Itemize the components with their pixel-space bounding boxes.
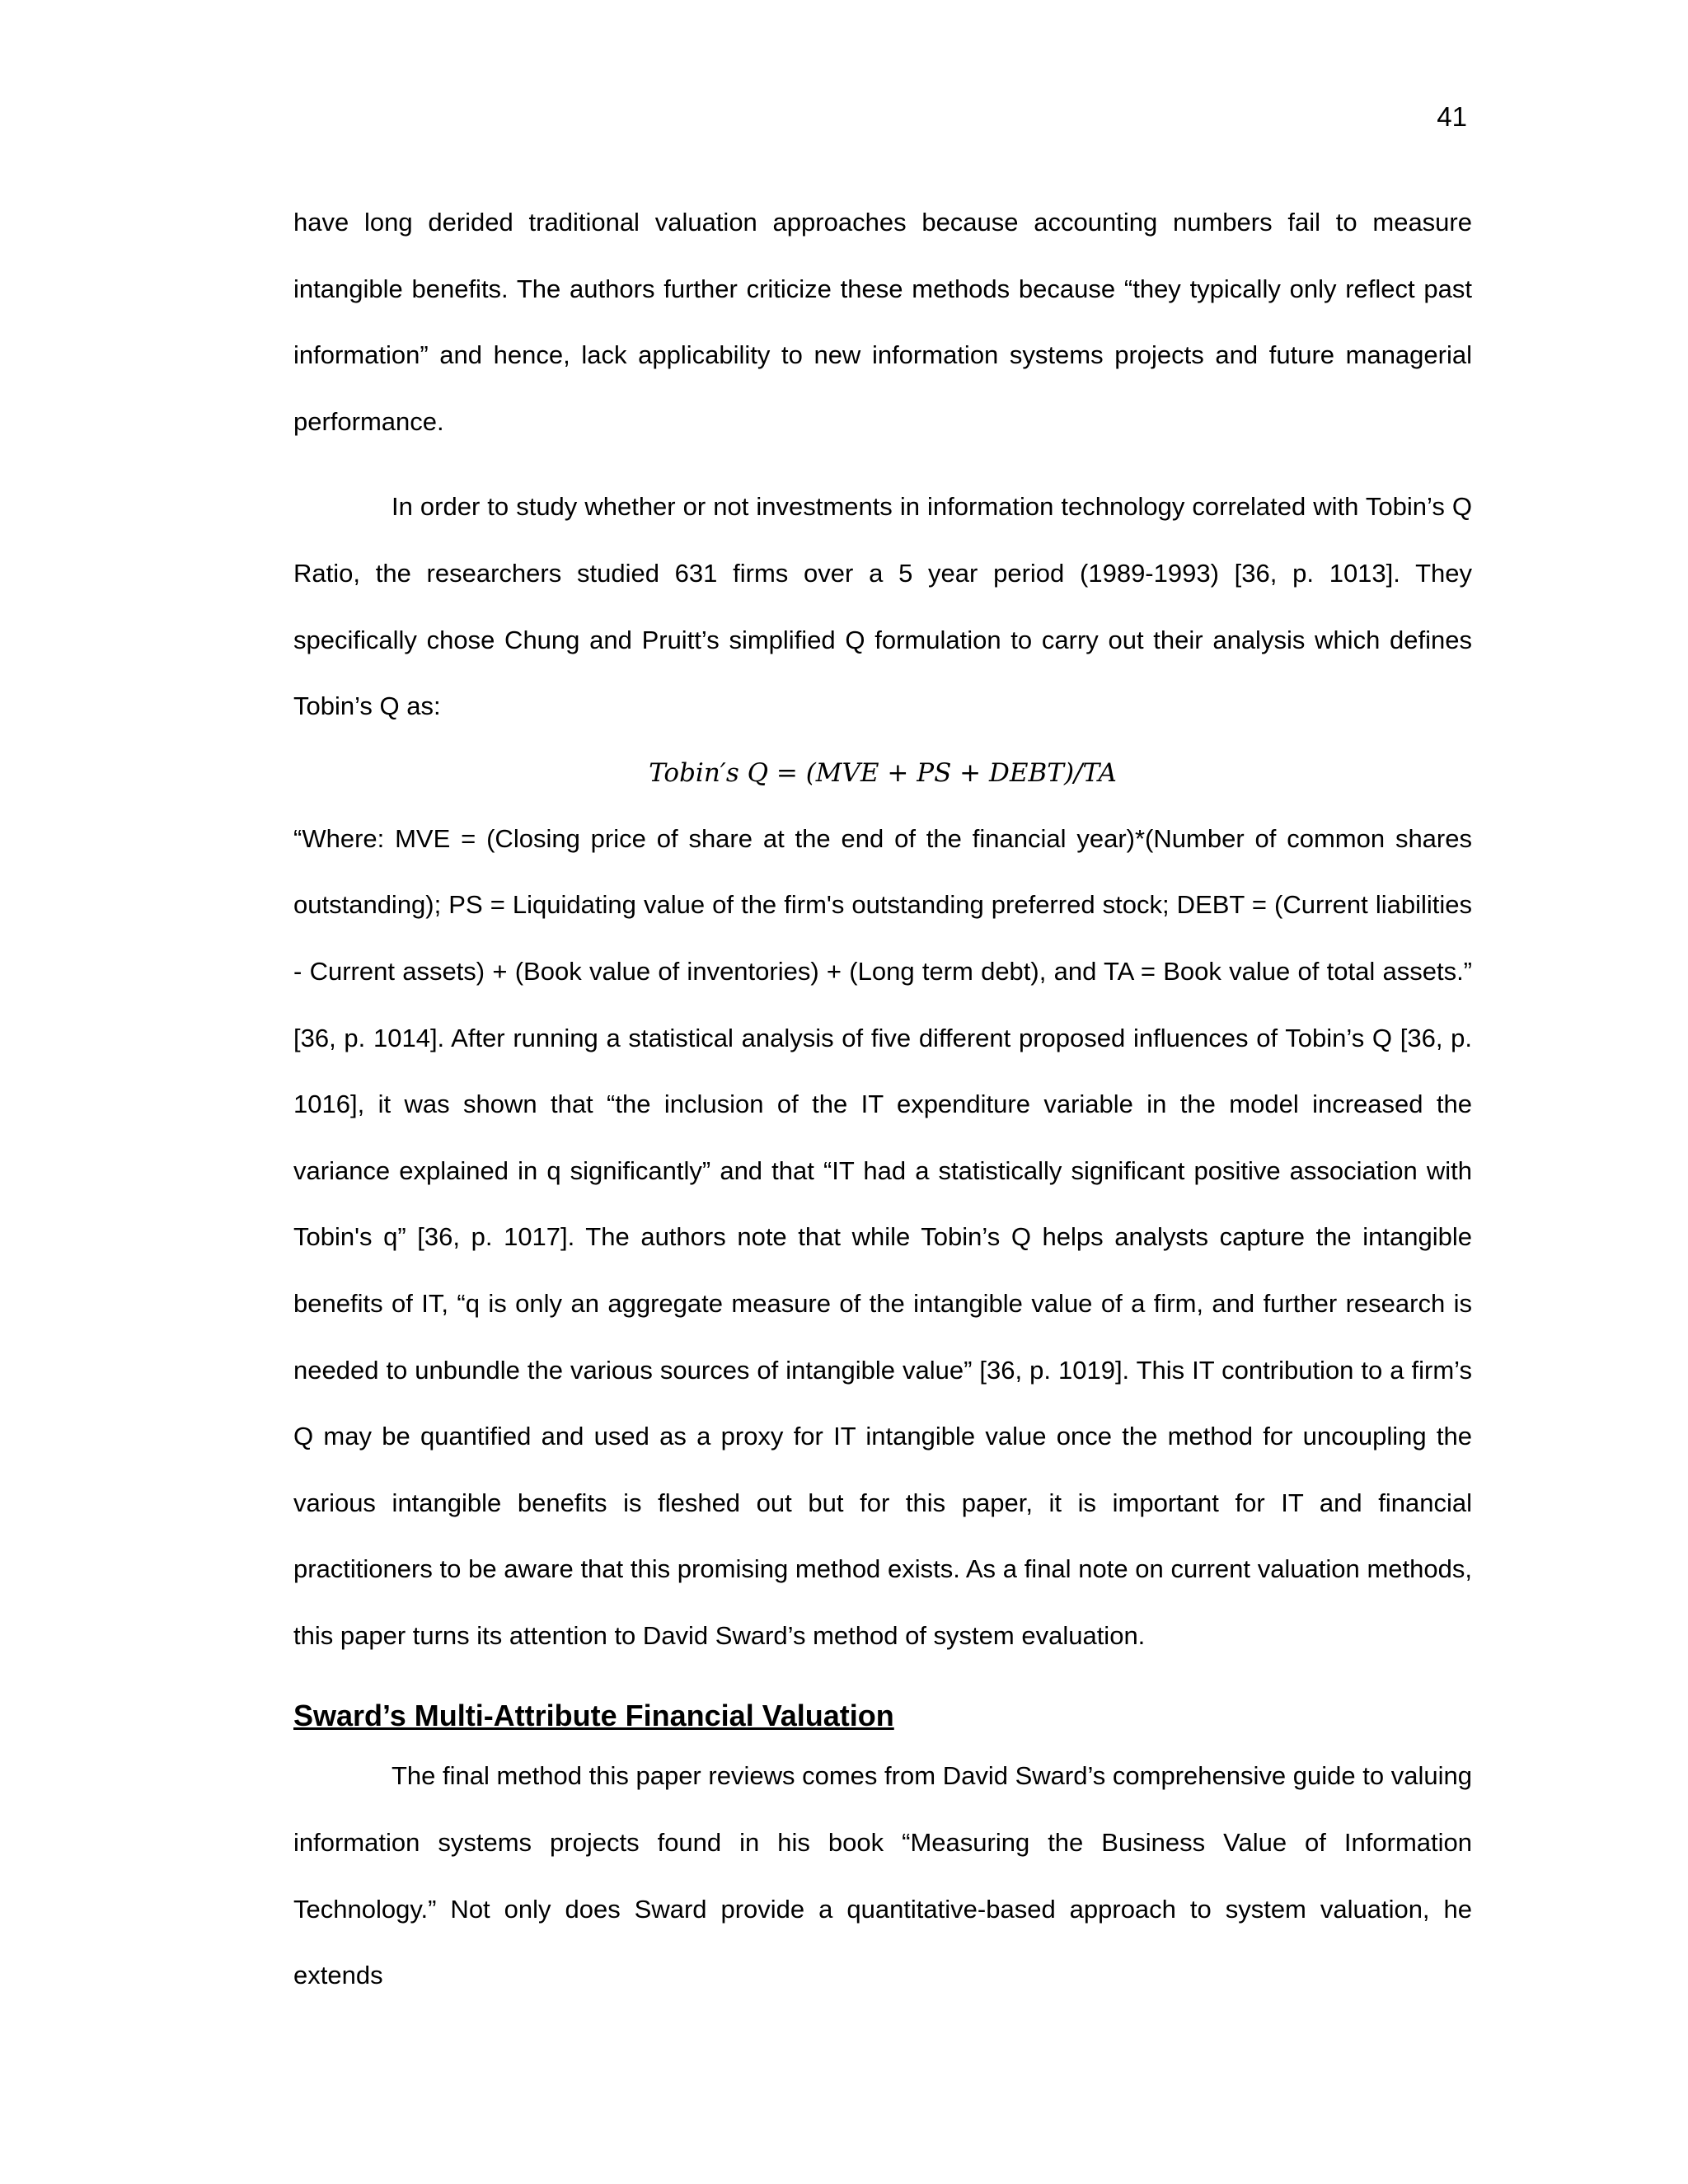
paragraph-tobins-q-study: In order to study whether or not investments in information technology correlated with Tobin’s Q Ratio, the researchers studied 631 firms over a 5 year period (1989-1993) [36, p. 1013]. They specifically chose Chung and Pruitt’s simplified Q formulation to carry out their analysis which defines Tobin’s Q as:	[293, 492, 1472, 721]
page-number: 41	[1437, 101, 1467, 132]
page-body	[293, 190, 1472, 2009]
section-heading: Sward’s Multi-Attribute Financial Valuation	[293, 1699, 894, 1733]
tobins-q-equation: Tobin′s Q = (MVE + PS + DEBT)/TA	[649, 757, 1117, 788]
paragraph-gap	[293, 455, 1472, 474]
paragraph-variable-definitions: “Where: MVE = (Closing price of share at the end of the financial year)*(Number of common shares outstanding); PS = Liquidating value of the firm's outstanding preferred stock; DEBT = (Current liabilities - Current assets) + (Book value of inventories) + (Long term debt), and TA = Book value of total assets.” [36, p. 1014]. After running a statistical analysis of five different proposed influences of Tobin’s Q [36, p. 1016], it was shown that “the inclusion of the IT expenditure variable in the model increased the variance explained in q significantly” and that “IT had a statistically significant positive association with Tobin's q” [36, p. 1017]. The authors note that while Tobin’s Q helps analysts capture the intangible benefits of IT, “q is only an aggregate measure of the intangible value of a firm, and further research is needed to unbundle the various sources of intangible value” [36, p. 1019]. This IT contribution to a firm’s Q may be quantified and used as a proxy for IT intangible value once the method for uncoupling the various intangible benefits is fleshed out but for this paper, it is important for IT and financial practitioners to be aware that this promising method exists. As a final note on current valuation methods, this paper turns its attention to David Sward’s method of system evaluation.	[293, 823, 1472, 1650]
paragraph-sward-method: The final method this paper reviews comes from David Sward’s comprehensive guide to valuing information systems projects found in his book “Measuring the Business Value of Information Technology.” Not only does Sward provide a quantitative-based approach to system valuation, he extends	[293, 1761, 1472, 1990]
paragraph-valuation-criticism: have long derided traditional valuation approaches because accounting numbers fail to measure intangible benefits. The authors further criticize these methods because “they typically only reflect past information” and hence, lack applicability to new information systems projects and future managerial performance.	[293, 208, 1472, 436]
